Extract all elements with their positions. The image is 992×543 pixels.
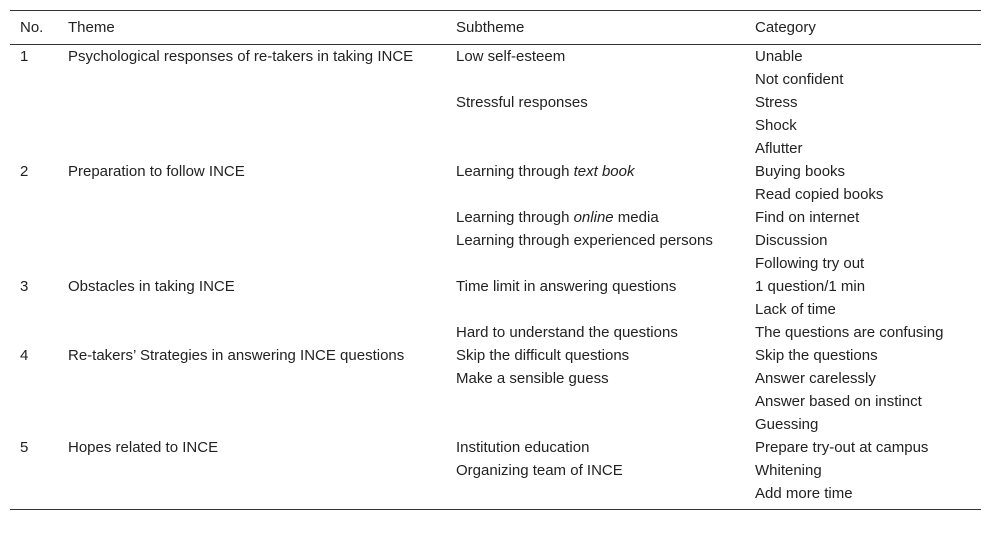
cell-category: Shock [755,117,797,134]
subtheme-text: media [613,209,659,226]
cell-category: Skip the questions [755,347,878,364]
cell-category: Stress [755,94,798,111]
table-row [10,437,981,460]
cell-category: Answer carelessly [755,370,876,387]
header-category: Category [755,19,816,36]
cell-subtheme: Time limit in answering questions [456,278,677,295]
cell-no [10,460,58,483]
cell-no [10,207,58,230]
header-row [10,11,981,45]
cell-no [10,414,58,437]
table-row [10,276,981,299]
cell-category: Following try out [755,255,865,272]
cell-subtheme: Institution education [456,439,590,456]
table-row [10,161,981,184]
cell-category: Unable [755,48,803,65]
cell-theme: Preparation to follow INCE [68,163,245,180]
cell-category: Prepare try-out at campus [755,439,929,456]
cell-no: 2 [20,163,29,180]
cell-category: Whitening [755,462,822,479]
subtheme-text: Learning through [456,163,574,180]
cell-category: Buying books [755,163,846,180]
cell-no [10,138,58,161]
table-header [10,11,981,45]
cell-category: Guessing [755,416,819,433]
cell-subtheme: Organizing team of INCE [456,462,623,479]
cell-no: 4 [20,347,29,364]
cell-theme: Re-takers’ Strategies in answering INCE questions [68,347,405,364]
cell-theme: Psychological responses of re-takers in taking INCE [68,48,414,65]
cell-category: Not confident [755,71,844,88]
cell-subtheme: Make a sensible guess [456,370,609,387]
cell-no [10,253,58,276]
cell-category: 1 question/1 min [755,278,866,295]
cell-no [10,115,58,138]
header-theme: Theme [68,19,115,36]
cell-subtheme: Low self-esteem [456,48,566,65]
cell-category: The questions are confusing [755,324,944,341]
cell-category: Lack of time [755,301,836,318]
table-row [10,45,981,70]
cell-no [10,299,58,322]
subtheme-emphasis: text book [573,163,635,180]
cell-category: Discussion [755,232,828,249]
cell-category: Answer based on instinct [755,393,922,410]
cell-subtheme: Stressful responses [456,94,588,111]
cell-no [10,322,58,345]
header-subtheme: Subtheme [456,19,525,36]
cell-subtheme: Hard to understand the questions [456,324,678,341]
cell-category: Read copied books [755,186,884,203]
cell-subtheme: Learning through experienced persons [456,232,713,249]
cell-no [10,184,58,207]
cell-category: Find on internet [755,209,860,226]
cell-no [10,230,58,253]
cell-no: 5 [20,439,29,456]
cell-no [10,92,58,115]
subtheme-emphasis: online [573,209,614,226]
header-no: No. [20,19,44,36]
themes-table-container [10,10,981,510]
cell-subtheme: Skip the difficult questions [456,347,630,364]
cell-no: 1 [20,48,29,65]
cell-subtheme [446,161,745,207]
cell-theme: Hopes related to INCE [68,439,219,456]
cell-category: Add more time [755,485,853,502]
cell-no [10,69,58,92]
cell-category: Aflutter [755,140,803,157]
cell-no [10,368,58,391]
cell-subtheme [446,207,745,230]
table-body [10,45,981,510]
subtheme-text: Learning through [456,209,574,226]
table-row [10,345,981,368]
cell-theme: Obstacles in taking INCE [68,278,235,295]
cell-no [10,391,58,414]
cell-no: 3 [20,278,29,295]
themes-table [10,10,981,510]
cell-no [10,483,58,510]
